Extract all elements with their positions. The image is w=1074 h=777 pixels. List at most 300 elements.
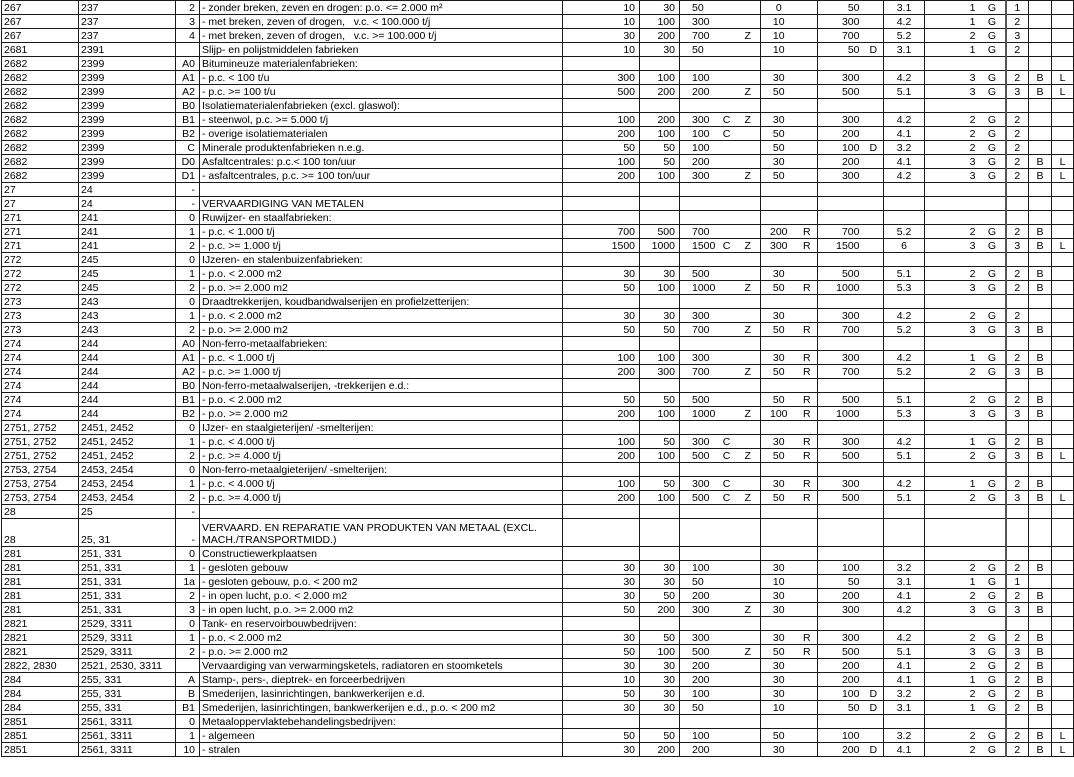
hazard-r-flag-cell bbox=[797, 141, 818, 155]
soil-flag-cell bbox=[1029, 183, 1052, 197]
traffic-index-cell: 3 bbox=[925, 71, 980, 85]
traffic-index-cell bbox=[925, 197, 980, 211]
hazard-r-flag-cell bbox=[797, 687, 818, 701]
soil-flag-cell bbox=[1029, 43, 1052, 57]
soil-flag-cell: B bbox=[1029, 449, 1052, 463]
sub-number-cell: 0 bbox=[176, 463, 200, 477]
table-row bbox=[2, 561, 1074, 575]
traffic-index-cell: 3 bbox=[925, 603, 980, 617]
sbi-distance-table bbox=[1, 0, 1074, 757]
air-flag-cell: L bbox=[1052, 743, 1074, 757]
traffic-g-flag-cell: G bbox=[980, 29, 1006, 43]
dust-distance-cell bbox=[640, 519, 680, 547]
largest-d-flag-cell bbox=[864, 561, 884, 575]
sbi-1993-code-cell: 2682 bbox=[2, 141, 79, 155]
dust-distance-cell bbox=[640, 547, 680, 561]
noise-distance-cell: 100 bbox=[680, 141, 718, 155]
soil-flag-cell: B bbox=[1029, 323, 1052, 337]
traffic-g-flag-cell: G bbox=[980, 15, 1006, 29]
traffic-index-cell: 2 bbox=[925, 393, 980, 407]
sub-number-cell: A2 bbox=[176, 85, 200, 99]
sbi-1993-code-cell: 2753, 2754 bbox=[2, 477, 79, 491]
hazard-r-flag-cell bbox=[797, 43, 818, 57]
odour-distance-cell: 100 bbox=[563, 351, 640, 365]
sub-number-cell: 1 bbox=[176, 729, 200, 743]
sub-number-cell: 1 bbox=[176, 309, 200, 323]
sub-number-cell: B1 bbox=[176, 701, 200, 715]
description-cell: - p.c. < 100 t/u bbox=[200, 71, 563, 85]
noise-c-flag-cell bbox=[718, 421, 736, 435]
largest-d-flag-cell bbox=[864, 183, 884, 197]
dust-distance-cell: 30 bbox=[640, 659, 680, 673]
dust-distance-cell: 200 bbox=[640, 603, 680, 617]
largest-distance-cell: 700 bbox=[818, 29, 864, 43]
air-flag-cell bbox=[1052, 631, 1074, 645]
noise-distance-cell: 50 bbox=[680, 1, 718, 15]
hazard-distance-cell: 30 bbox=[761, 743, 797, 757]
visual-index-cell: 2 bbox=[1006, 155, 1029, 169]
traffic-g-flag-cell bbox=[980, 421, 1006, 435]
sbi-1993-code-cell: 271 bbox=[2, 211, 79, 225]
visual-index-cell: 2 bbox=[1006, 673, 1029, 687]
hazard-r-flag-cell bbox=[797, 561, 818, 575]
noise-c-flag-cell bbox=[718, 99, 736, 113]
hazard-distance-cell: 100 bbox=[761, 407, 797, 421]
category-cell bbox=[884, 505, 925, 519]
table-row bbox=[2, 547, 1074, 561]
dust-distance-cell: 200 bbox=[640, 113, 680, 127]
traffic-index-cell bbox=[925, 99, 980, 113]
table-row bbox=[2, 15, 1074, 29]
noise-z-flag-cell bbox=[736, 155, 761, 169]
hazard-r-flag-cell: R bbox=[797, 631, 818, 645]
visual-index-cell: 3 bbox=[1006, 239, 1029, 253]
sbi-2008-code-cell: 244 bbox=[79, 379, 176, 393]
category-cell: 5.2 bbox=[884, 365, 925, 379]
noise-distance-cell bbox=[680, 337, 718, 351]
odour-distance-cell: 200 bbox=[563, 365, 640, 379]
air-flag-cell bbox=[1052, 141, 1074, 155]
hazard-r-flag-cell bbox=[797, 659, 818, 673]
description-cell: - gesloten gebouw bbox=[200, 561, 563, 575]
soil-flag-cell bbox=[1029, 29, 1052, 43]
sbi-1993-code-cell: 274 bbox=[2, 379, 79, 393]
largest-distance-cell bbox=[818, 337, 864, 351]
sbi-1993-code-cell: 267 bbox=[2, 1, 79, 15]
noise-z-flag-cell bbox=[736, 183, 761, 197]
visual-index-cell: 2 bbox=[1006, 687, 1029, 701]
sbi-2008-code-cell: 243 bbox=[79, 295, 176, 309]
hazard-distance-cell: 200 bbox=[761, 225, 797, 239]
sub-number-cell: B0 bbox=[176, 379, 200, 393]
dust-distance-cell: 30 bbox=[640, 575, 680, 589]
odour-distance-cell bbox=[563, 505, 640, 519]
noise-z-flag-cell bbox=[736, 561, 761, 575]
traffic-g-flag-cell: G bbox=[980, 687, 1006, 701]
sbi-1993-code-cell: 284 bbox=[2, 687, 79, 701]
largest-d-flag-cell bbox=[864, 71, 884, 85]
dust-distance-cell bbox=[640, 463, 680, 477]
largest-distance-cell: 300 bbox=[818, 169, 864, 183]
largest-distance-cell: 50 bbox=[818, 575, 864, 589]
traffic-g-flag-cell: G bbox=[980, 141, 1006, 155]
sbi-2008-code-cell: 2399 bbox=[79, 57, 176, 71]
hazard-r-flag-cell bbox=[797, 197, 818, 211]
noise-c-flag-cell bbox=[718, 155, 736, 169]
largest-distance-cell: 1000 bbox=[818, 281, 864, 295]
largest-distance-cell bbox=[818, 715, 864, 729]
noise-z-flag-cell bbox=[736, 631, 761, 645]
hazard-r-flag-cell bbox=[797, 155, 818, 169]
odour-distance-cell: 30 bbox=[563, 589, 640, 603]
hazard-r-flag-cell bbox=[797, 463, 818, 477]
traffic-g-flag-cell: G bbox=[980, 1, 1006, 15]
category-cell: 4.1 bbox=[884, 127, 925, 141]
sbi-1993-code-cell: 28 bbox=[2, 505, 79, 519]
largest-d-flag-cell bbox=[864, 505, 884, 519]
dust-distance-cell: 300 bbox=[640, 365, 680, 379]
odour-distance-cell: 200 bbox=[563, 491, 640, 505]
largest-distance-cell: 200 bbox=[818, 155, 864, 169]
hazard-distance-cell bbox=[761, 57, 797, 71]
odour-distance-cell: 300 bbox=[563, 71, 640, 85]
sbi-2008-code-cell: 243 bbox=[79, 309, 176, 323]
hazard-distance-cell: 30 bbox=[761, 631, 797, 645]
noise-distance-cell bbox=[680, 519, 718, 547]
description-cell: - zonder breken, zeven en drogen: p.o. <= 2.000 m² bbox=[200, 1, 563, 15]
largest-d-flag-cell bbox=[864, 309, 884, 323]
sbi-2008-code-cell: 241 bbox=[79, 211, 176, 225]
noise-distance-cell: 300 bbox=[680, 309, 718, 323]
sbi-2008-code-cell: 2399 bbox=[79, 71, 176, 85]
noise-c-flag-cell bbox=[718, 673, 736, 687]
noise-c-flag-cell bbox=[718, 715, 736, 729]
hazard-distance-cell: 50 bbox=[761, 281, 797, 295]
category-cell: 4.2 bbox=[884, 631, 925, 645]
noise-z-flag-cell bbox=[736, 463, 761, 477]
sbi-1993-code-cell: 2682 bbox=[2, 99, 79, 113]
category-cell: 3.1 bbox=[884, 575, 925, 589]
traffic-g-flag-cell bbox=[980, 337, 1006, 351]
air-flag-cell bbox=[1052, 43, 1074, 57]
odour-distance-cell: 10 bbox=[563, 15, 640, 29]
hazard-distance-cell: 50 bbox=[761, 169, 797, 183]
largest-distance-cell bbox=[818, 547, 864, 561]
table-row bbox=[2, 491, 1074, 505]
air-flag-cell bbox=[1052, 715, 1074, 729]
hazard-distance-cell: 30 bbox=[761, 589, 797, 603]
hazard-distance-cell bbox=[761, 505, 797, 519]
air-flag-cell bbox=[1052, 547, 1074, 561]
visual-index-cell: 3 bbox=[1006, 29, 1029, 43]
sbi-1993-code-cell: 267 bbox=[2, 29, 79, 43]
noise-z-flag-cell bbox=[736, 43, 761, 57]
sbi-2008-code-cell: 251, 331 bbox=[79, 603, 176, 617]
largest-d-flag-cell bbox=[864, 589, 884, 603]
category-cell: 3.1 bbox=[884, 1, 925, 15]
sbi-2008-code-cell: 2529, 3311 bbox=[79, 617, 176, 631]
soil-flag-cell: B bbox=[1029, 673, 1052, 687]
visual-index-cell: 2 bbox=[1006, 729, 1029, 743]
sbi-1993-code-cell: 27 bbox=[2, 183, 79, 197]
soil-flag-cell bbox=[1029, 379, 1052, 393]
dust-distance-cell: 200 bbox=[640, 29, 680, 43]
description-cell: - p.c. < 1.000 t/j bbox=[200, 225, 563, 239]
visual-index-cell: 2 bbox=[1006, 589, 1029, 603]
sub-number-cell: 0 bbox=[176, 253, 200, 267]
odour-distance-cell bbox=[563, 715, 640, 729]
largest-distance-cell: 100 bbox=[818, 729, 864, 743]
description-cell: - p.o. >= 2.000 m2 bbox=[200, 281, 563, 295]
odour-distance-cell: 30 bbox=[563, 309, 640, 323]
noise-z-flag-cell bbox=[736, 337, 761, 351]
air-flag-cell: L bbox=[1052, 71, 1074, 85]
sbi-2008-code-cell: 251, 331 bbox=[79, 589, 176, 603]
sbi-2008-code-cell: 255, 331 bbox=[79, 687, 176, 701]
description-cell: - stralen bbox=[200, 743, 563, 757]
traffic-g-flag-cell: G bbox=[980, 491, 1006, 505]
noise-distance-cell: 50 bbox=[680, 43, 718, 57]
sbi-2008-code-cell: 251, 331 bbox=[79, 547, 176, 561]
table-row bbox=[2, 631, 1074, 645]
description-cell: - p.o. < 2.000 m2 bbox=[200, 393, 563, 407]
sub-number-cell: 2 bbox=[176, 239, 200, 253]
traffic-g-flag-cell: G bbox=[980, 673, 1006, 687]
noise-distance-cell: 100 bbox=[680, 561, 718, 575]
sbi-1993-code-cell: 2753, 2754 bbox=[2, 491, 79, 505]
sbi-2008-code-cell: 2521, 2530, 3311 bbox=[79, 659, 176, 673]
odour-distance-cell: 100 bbox=[563, 155, 640, 169]
largest-distance-cell: 50 bbox=[818, 43, 864, 57]
sbi-2008-code-cell: 244 bbox=[79, 337, 176, 351]
traffic-index-cell: 3 bbox=[925, 155, 980, 169]
largest-d-flag-cell bbox=[864, 435, 884, 449]
sbi-1993-code-cell: 267 bbox=[2, 15, 79, 29]
largest-d-flag-cell bbox=[864, 99, 884, 113]
traffic-g-flag-cell: G bbox=[980, 225, 1006, 239]
sub-number-cell: 2 bbox=[176, 1, 200, 15]
traffic-index-cell: 2 bbox=[925, 365, 980, 379]
sub-number-cell: A0 bbox=[176, 57, 200, 71]
description-cell: Smederijen, lasinrichtingen, bankwerkerijen e.d. bbox=[200, 687, 563, 701]
dust-distance-cell: 30 bbox=[640, 1, 680, 15]
odour-distance-cell bbox=[563, 379, 640, 393]
noise-c-flag-cell bbox=[718, 295, 736, 309]
odour-distance-cell: 50 bbox=[563, 281, 640, 295]
traffic-g-flag-cell: G bbox=[980, 365, 1006, 379]
category-cell: 3.2 bbox=[884, 141, 925, 155]
hazard-distance-cell: 30 bbox=[761, 477, 797, 491]
hazard-r-flag-cell: R bbox=[797, 477, 818, 491]
noise-z-flag-cell bbox=[736, 421, 761, 435]
sbi-2008-code-cell: 24 bbox=[79, 197, 176, 211]
air-flag-cell bbox=[1052, 659, 1074, 673]
noise-c-flag-cell bbox=[718, 617, 736, 631]
noise-z-flag-cell: Z bbox=[736, 323, 761, 337]
visual-index-cell bbox=[1006, 463, 1029, 477]
hazard-r-flag-cell bbox=[797, 519, 818, 547]
category-cell bbox=[884, 197, 925, 211]
soil-flag-cell bbox=[1029, 463, 1052, 477]
category-cell: 4.1 bbox=[884, 659, 925, 673]
noise-c-flag-cell bbox=[718, 589, 736, 603]
soil-flag-cell bbox=[1029, 505, 1052, 519]
noise-distance-cell bbox=[680, 295, 718, 309]
traffic-index-cell bbox=[925, 617, 980, 631]
traffic-index-cell bbox=[925, 519, 980, 547]
air-flag-cell bbox=[1052, 575, 1074, 589]
sbi-1993-code-cell: 273 bbox=[2, 323, 79, 337]
hazard-distance-cell: 50 bbox=[761, 127, 797, 141]
hazard-distance-cell: 30 bbox=[761, 155, 797, 169]
largest-d-flag-cell bbox=[864, 673, 884, 687]
sub-number-cell: A bbox=[176, 673, 200, 687]
soil-flag-cell bbox=[1029, 127, 1052, 141]
traffic-g-flag-cell: G bbox=[980, 659, 1006, 673]
largest-d-flag-cell bbox=[864, 239, 884, 253]
traffic-g-flag-cell: G bbox=[980, 407, 1006, 421]
noise-z-flag-cell bbox=[736, 211, 761, 225]
largest-distance-cell bbox=[818, 211, 864, 225]
visual-index-cell: 2 bbox=[1006, 113, 1029, 127]
largest-d-flag-cell bbox=[864, 393, 884, 407]
description-cell: - p.c. < 1.000 t/j bbox=[200, 351, 563, 365]
sbi-1993-code-cell: 2753, 2754 bbox=[2, 463, 79, 477]
hazard-distance-cell: 50 bbox=[761, 491, 797, 505]
category-cell: 3.1 bbox=[884, 43, 925, 57]
table-row bbox=[2, 421, 1074, 435]
largest-distance-cell bbox=[818, 617, 864, 631]
sub-number-cell: 4 bbox=[176, 29, 200, 43]
category-cell bbox=[884, 295, 925, 309]
description-cell: Stamp-, pers-, dieptrek- en forceerbedrijven bbox=[200, 673, 563, 687]
table-row bbox=[2, 463, 1074, 477]
traffic-g-flag-cell: G bbox=[980, 113, 1006, 127]
sbi-2008-code-cell: 245 bbox=[79, 253, 176, 267]
sub-number-cell: B1 bbox=[176, 393, 200, 407]
sbi-2008-code-cell: 237 bbox=[79, 1, 176, 15]
noise-c-flag-cell bbox=[718, 43, 736, 57]
air-flag-cell bbox=[1052, 197, 1074, 211]
traffic-g-flag-cell: G bbox=[980, 43, 1006, 57]
hazard-distance-cell: 30 bbox=[761, 659, 797, 673]
hazard-distance-cell bbox=[761, 197, 797, 211]
noise-distance-cell: 700 bbox=[680, 323, 718, 337]
sbi-2008-code-cell: 2391 bbox=[79, 43, 176, 57]
largest-d-flag-cell bbox=[864, 295, 884, 309]
traffic-index-cell: 2 bbox=[925, 127, 980, 141]
category-cell bbox=[884, 715, 925, 729]
traffic-index-cell: 2 bbox=[925, 491, 980, 505]
traffic-index-cell: 1 bbox=[925, 575, 980, 589]
traffic-index-cell: 1 bbox=[925, 1, 980, 15]
traffic-g-flag-cell bbox=[980, 505, 1006, 519]
traffic-index-cell: 2 bbox=[925, 141, 980, 155]
air-flag-cell bbox=[1052, 1, 1074, 15]
sbi-1993-code-cell: 2821 bbox=[2, 617, 79, 631]
visual-index-cell: 2 bbox=[1006, 141, 1029, 155]
dust-distance-cell: 30 bbox=[640, 687, 680, 701]
category-cell: 4.2 bbox=[884, 15, 925, 29]
sub-number-cell: 2 bbox=[176, 323, 200, 337]
sub-number-cell: B2 bbox=[176, 407, 200, 421]
description-cell: Tank- en reservoirbouwbedrijven: bbox=[200, 617, 563, 631]
dust-distance-cell: 30 bbox=[640, 561, 680, 575]
largest-d-flag-cell bbox=[864, 463, 884, 477]
table-row bbox=[2, 155, 1074, 169]
sub-number-cell: - bbox=[176, 197, 200, 211]
sbi-1993-code-cell: 281 bbox=[2, 575, 79, 589]
sbi-1993-code-cell: 2681 bbox=[2, 43, 79, 57]
category-cell: 5.1 bbox=[884, 267, 925, 281]
visual-index-cell: 2 bbox=[1006, 659, 1029, 673]
sbi-2008-code-cell: 2451, 2452 bbox=[79, 421, 176, 435]
noise-distance-cell: 500 bbox=[680, 267, 718, 281]
noise-distance-cell: 50 bbox=[680, 701, 718, 715]
noise-c-flag-cell bbox=[718, 85, 736, 99]
dust-distance-cell bbox=[640, 57, 680, 71]
odour-distance-cell: 50 bbox=[563, 645, 640, 659]
noise-z-flag-cell: Z bbox=[736, 169, 761, 183]
noise-z-flag-cell bbox=[736, 15, 761, 29]
soil-flag-cell bbox=[1029, 617, 1052, 631]
air-flag-cell bbox=[1052, 15, 1074, 29]
table-row bbox=[2, 659, 1074, 673]
noise-c-flag-cell: C bbox=[718, 491, 736, 505]
noise-c-flag-cell: C bbox=[718, 435, 736, 449]
sbi-2008-code-cell: 244 bbox=[79, 351, 176, 365]
hazard-distance-cell bbox=[761, 253, 797, 267]
sub-number-cell: 0 bbox=[176, 295, 200, 309]
odour-distance-cell: 200 bbox=[563, 169, 640, 183]
odour-distance-cell: 100 bbox=[563, 477, 640, 491]
traffic-g-flag-cell bbox=[980, 197, 1006, 211]
hazard-r-flag-cell bbox=[797, 673, 818, 687]
noise-distance-cell: 300 bbox=[680, 631, 718, 645]
noise-c-flag-cell bbox=[718, 729, 736, 743]
noise-z-flag-cell: Z bbox=[736, 365, 761, 379]
largest-d-flag-cell bbox=[864, 575, 884, 589]
air-flag-cell bbox=[1052, 477, 1074, 491]
visual-index-cell: 2 bbox=[1006, 225, 1029, 239]
category-cell: 4.1 bbox=[884, 589, 925, 603]
table-row bbox=[2, 295, 1074, 309]
description-cell: - steenwol, p.c. >= 5.000 t/j bbox=[200, 113, 563, 127]
sbi-1993-code-cell: 2821 bbox=[2, 631, 79, 645]
noise-c-flag-cell bbox=[718, 631, 736, 645]
traffic-g-flag-cell bbox=[980, 617, 1006, 631]
air-flag-cell bbox=[1052, 421, 1074, 435]
soil-flag-cell bbox=[1029, 113, 1052, 127]
air-flag-cell bbox=[1052, 351, 1074, 365]
noise-c-flag-cell bbox=[718, 267, 736, 281]
visual-index-cell bbox=[1006, 337, 1029, 351]
sbi-1993-code-cell: 271 bbox=[2, 239, 79, 253]
largest-d-flag-cell bbox=[864, 365, 884, 379]
largest-distance-cell: 300 bbox=[818, 15, 864, 29]
air-flag-cell bbox=[1052, 393, 1074, 407]
noise-z-flag-cell bbox=[736, 715, 761, 729]
noise-z-flag-cell bbox=[736, 589, 761, 603]
noise-c-flag-cell bbox=[718, 71, 736, 85]
air-flag-cell bbox=[1052, 281, 1074, 295]
noise-distance-cell: 100 bbox=[680, 729, 718, 743]
sbi-1993-code-cell: 2682 bbox=[2, 155, 79, 169]
category-cell: 5.1 bbox=[884, 85, 925, 99]
largest-d-flag-cell bbox=[864, 407, 884, 421]
odour-distance-cell bbox=[563, 547, 640, 561]
air-flag-cell bbox=[1052, 29, 1074, 43]
